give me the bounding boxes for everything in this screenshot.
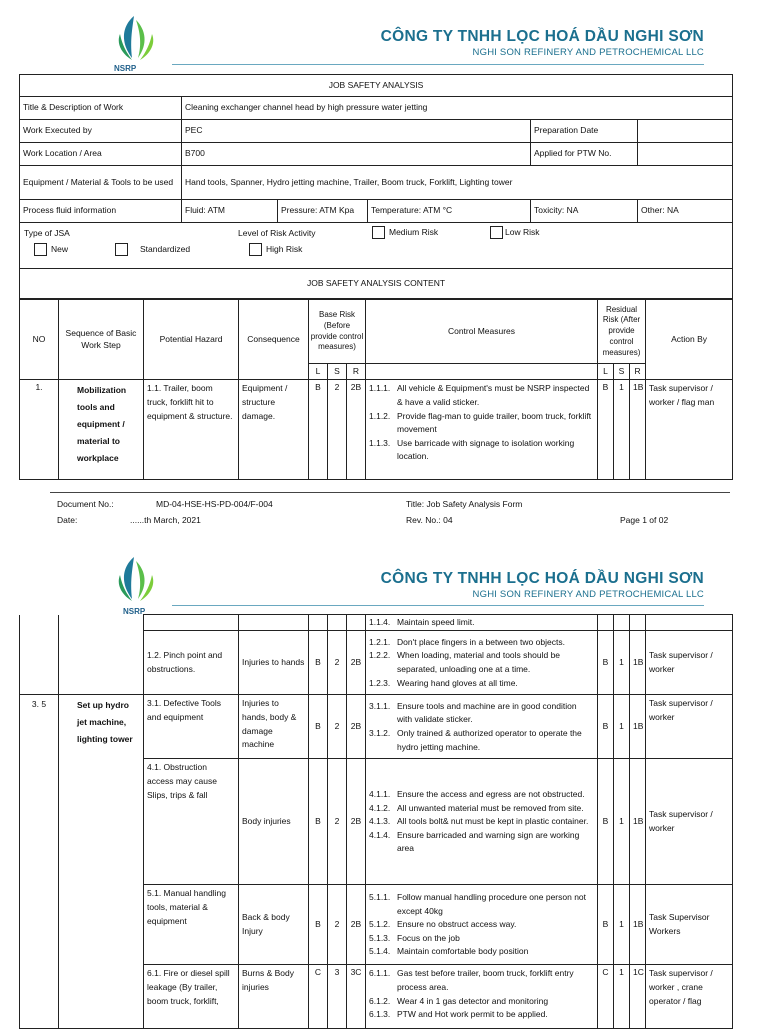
- type-standardized-checkbox[interactable]: [115, 243, 128, 256]
- footer-rule: [50, 492, 730, 493]
- type-standardized-label: Standardized: [140, 243, 191, 254]
- risk-medium-label: Medium Risk: [389, 226, 439, 237]
- measure-item: [369, 829, 594, 856]
- row-res-r: 1C: [630, 965, 646, 1029]
- col-control: Control Measures: [366, 300, 598, 364]
- col-res-r: R: [630, 364, 646, 380]
- company-name-vn: CÔNG TY TNHH LỌC HOÁ DẦU NGHI SƠN: [380, 28, 704, 45]
- measure-text: Wearing hand gloves at all time.: [397, 677, 518, 688]
- measure-num: 4.1.2.: [369, 802, 391, 813]
- location-label: Work Location / Area: [20, 143, 182, 166]
- jsa-type-row: [20, 223, 733, 269]
- row-res-l: C: [598, 965, 614, 1029]
- measure-item: [369, 636, 594, 650]
- row-consequence: Injuries to hands: [239, 631, 309, 695]
- type-new-checkbox[interactable]: [34, 243, 47, 256]
- row-no: 3. 5: [20, 695, 59, 1029]
- page-number: Page 1 of 02: [620, 515, 669, 525]
- col-base-risk: Base Risk (Before provide control measures): [309, 300, 366, 364]
- col-base-s: S: [328, 364, 347, 380]
- type-new-option[interactable]: [34, 243, 68, 256]
- date-value: ......th March, 2021: [130, 515, 201, 525]
- equipment-value: Hand tools, Spanner, Hydro jetting machine, Trailer, Boom truck, Forklift, Lighting tower: [182, 166, 733, 200]
- row-hazard: 4.1. Obstruction access may cause Slips, trips & fall: [144, 759, 239, 885]
- row-measures: [366, 759, 598, 885]
- row-base-s: 2: [328, 695, 347, 759]
- measure-text: Use barricade with signage to isolation working location.: [397, 437, 575, 462]
- row-base-r: 3C: [347, 965, 366, 1029]
- measure-num: 6.1.2.: [369, 995, 391, 1006]
- measure-item: [369, 918, 594, 932]
- row-base-r: 2B: [347, 885, 366, 965]
- measure-item: [369, 1008, 594, 1022]
- company-name-en: NGHI SON REFINERY AND PETROCHEMICAL LLC: [472, 47, 704, 58]
- row-base-l: B: [309, 759, 328, 885]
- measure-item: [369, 677, 594, 691]
- row-consequence: Body injuries: [239, 759, 309, 885]
- table-row: [20, 615, 733, 631]
- table-row: [20, 695, 733, 759]
- row-action: Task supervisor / worker: [646, 759, 733, 885]
- row-res-s: 1: [614, 759, 630, 885]
- row-base-r: 2B: [347, 631, 366, 695]
- row-hazard: 1.1. Trailer, boom truck, forklift hit to equipment & structure.: [144, 380, 239, 480]
- row-measures: [366, 631, 598, 695]
- row-measures: [366, 615, 598, 631]
- logo-text-page2: NSRP: [123, 607, 146, 616]
- row-res-s: 1: [614, 380, 630, 480]
- measure-num: 1.1.2.: [369, 410, 391, 421]
- measure-num: 4.1.3.: [369, 816, 391, 827]
- fluid-label: Process fluid information: [20, 200, 182, 223]
- col-hazard: Potential Hazard: [144, 300, 239, 380]
- company-logo-page2: [112, 553, 162, 615]
- measure-num: 1.1.4.: [369, 617, 391, 627]
- type-new-label: New: [51, 243, 69, 254]
- measure-text: Maintain comfortable body position: [397, 946, 529, 957]
- measure-text: Ensure the access and egress are not obstructed.: [397, 788, 585, 799]
- col-consequence: Consequence: [239, 300, 309, 380]
- fluid-value: Fluid: ATM: [182, 200, 278, 223]
- header-rule: [172, 64, 704, 65]
- col-control-sub: [366, 364, 598, 380]
- row-res-r: 1B: [630, 695, 646, 759]
- row-base-l: B: [309, 695, 328, 759]
- row-action: Task supervisor / worker / flag man: [646, 380, 733, 480]
- jsa-content-table-page2: [19, 614, 733, 1029]
- row-res-s: 1: [614, 695, 630, 759]
- prep-date-value: [638, 120, 733, 143]
- measure-text: Provide flag-man to guide trailer, boom truck, forklift movement: [397, 410, 592, 435]
- row-action: Task supervisor / worker: [646, 695, 733, 759]
- rev-no: Rev. No.: 04: [406, 515, 453, 525]
- row-action: Task Supervisor Workers: [646, 885, 733, 965]
- row-no: 1.: [20, 380, 59, 480]
- risk-low-option[interactable]: [490, 226, 539, 239]
- col-res-s: S: [614, 364, 630, 380]
- row-res-r: 1B: [630, 631, 646, 695]
- row-base-s: 2: [328, 380, 347, 480]
- measure-item: [369, 410, 594, 437]
- row-action: [646, 615, 733, 631]
- row-res-s: 1: [614, 631, 630, 695]
- measure-text: Ensure barricaded and warning sign are working area: [397, 829, 580, 854]
- row-base-r: 2B: [347, 380, 366, 480]
- row-res-s: 1: [614, 965, 630, 1029]
- measure-text: All unwanted material must be removed from site.: [397, 802, 584, 813]
- row-measures: [366, 695, 598, 759]
- measure-item: [369, 967, 594, 994]
- row-measures: [366, 885, 598, 965]
- row-res-l: B: [598, 631, 614, 695]
- measure-text: Wear 4 in 1 gas detector and monitoring: [397, 995, 549, 1006]
- risk-low-label: Low Risk: [505, 226, 540, 237]
- measure-item: [369, 700, 594, 727]
- measure-num: 1.1.1.: [369, 383, 391, 394]
- measure-text: Focus on the job: [397, 932, 460, 943]
- measure-item: [369, 995, 594, 1009]
- date-label: Date:: [57, 515, 78, 525]
- doc-no-value: MD-04-HSE-HS-PD-004/F-004: [156, 499, 273, 509]
- measure-text: When loading, material and tools should be separated, unloading one at a time.: [397, 650, 561, 674]
- measure-text: PTW and Hot work permit to be applied.: [397, 1009, 548, 1020]
- row-measures: [366, 965, 598, 1029]
- row-res-l: B: [598, 759, 614, 885]
- location-value: B700: [182, 143, 531, 166]
- row-hazard: 5.1. Manual handling tools, material & equipment: [144, 885, 239, 965]
- row-res-s: [614, 615, 630, 631]
- risk-high-option[interactable]: [249, 243, 302, 256]
- risk-medium-checkbox[interactable]: [372, 226, 385, 239]
- measure-num: 5.1.2.: [369, 919, 391, 930]
- measure-text: Gas test before trailer, boom truck, forklift entry process area.: [397, 968, 574, 993]
- row-consequence: [239, 615, 309, 631]
- measure-text: All vehicle & Equipment's must be NSRP inspected & have a valid sticker.: [397, 383, 590, 408]
- title-desc-label: Title & Description of Work: [20, 97, 182, 120]
- company-name-en: NGHI SON REFINERY AND PETROCHEMICAL LLC: [472, 589, 704, 600]
- measure-num: 6.1.3.: [369, 1009, 391, 1020]
- row-res-l: B: [598, 695, 614, 759]
- row-res-l: [598, 615, 614, 631]
- row-base-l: B: [309, 631, 328, 695]
- measure-item: [369, 727, 594, 754]
- measure-item: [369, 802, 594, 816]
- title-desc-value: Cleaning exchanger channel head by high pressure water jetting: [182, 97, 733, 120]
- row-base-l: C: [309, 965, 328, 1029]
- executed-by-label: Work Executed by: [20, 120, 182, 143]
- measure-item: [369, 815, 594, 829]
- temperature-value: Temperature: ATM °C: [368, 200, 531, 223]
- row-step: [59, 615, 144, 695]
- risk-label: Level of Risk Activity: [238, 228, 316, 238]
- risk-low-checkbox[interactable]: [490, 226, 503, 239]
- measure-num: 4.1.4.: [369, 829, 391, 840]
- row-res-r: 1B: [630, 380, 646, 480]
- row-base-r: [347, 615, 366, 631]
- row-res-l: B: [598, 380, 614, 480]
- row-hazard: 6.1. Fire or diesel spill leakage (By trailer, boom truck, forklift,: [144, 965, 239, 1029]
- measure-num: 1.2.2.: [369, 650, 391, 661]
- jsa-content-table-page1: [19, 299, 733, 480]
- measure-num: 1.1.3.: [369, 437, 391, 448]
- measure-num: 3.1.2.: [369, 727, 391, 738]
- row-base-r: 2B: [347, 759, 366, 885]
- executed-by-value: PEC: [182, 120, 531, 143]
- measure-item: [369, 649, 594, 676]
- col-base-l: L: [309, 364, 328, 380]
- row-hazard: 3.1. Defective Tools and equipment: [144, 695, 239, 759]
- measure-text: All tools bolt& nut must be kept in plastic container.: [397, 816, 589, 827]
- row-res-r: 1B: [630, 759, 646, 885]
- row-action: Task supervisor / worker , crane operator / flag: [646, 965, 733, 1029]
- row-res-s: 1: [614, 885, 630, 965]
- pressure-value: Pressure: ATM Kpa: [278, 200, 368, 223]
- measure-num: 1.2.3.: [369, 677, 391, 688]
- row-base-l: B: [309, 885, 328, 965]
- row-base-r: 2B: [347, 695, 366, 759]
- row-consequence: Injuries to hands, body & damage machine: [239, 695, 309, 759]
- row-base-s: 2: [328, 885, 347, 965]
- equipment-label: Equipment / Material & Tools to be used: [20, 166, 182, 200]
- content-title: JOB SAFETY ANALYSIS CONTENT: [20, 269, 733, 299]
- row-base-l: B: [309, 380, 328, 480]
- type-standardized-option[interactable]: [115, 243, 190, 256]
- row-hazard: [144, 615, 239, 631]
- measure-item: [369, 891, 594, 918]
- row-base-s: 2: [328, 759, 347, 885]
- col-base-r: R: [347, 364, 366, 380]
- prep-date-label: Preparation Date: [531, 120, 638, 143]
- measure-text: Follow manual handling procedure one person not except 40kg: [397, 891, 587, 916]
- row-base-s: 3: [328, 965, 347, 1029]
- table-row: [20, 380, 733, 480]
- measure-item: [369, 382, 594, 409]
- measure-text: Don't place fingers in a between two objects.: [397, 636, 565, 647]
- measure-num: 4.1.1.: [369, 788, 391, 799]
- row-base-s: 2: [328, 631, 347, 695]
- row-consequence: Equipment / structure damage.: [239, 380, 309, 480]
- measure-num: 5.1.3.: [369, 932, 391, 943]
- type-label: Type of JSA: [24, 228, 70, 238]
- col-sequence: Sequence of Basic Work Step: [59, 300, 144, 380]
- row-res-r: 1B: [630, 885, 646, 965]
- row-res-l: B: [598, 885, 614, 965]
- company-name: [300, 28, 704, 58]
- row-consequence: Back & body Injury: [239, 885, 309, 965]
- row-hazard: 1.2. Pinch point and obstructions.: [144, 631, 239, 695]
- row-consequence: Burns & Body injuries: [239, 965, 309, 1029]
- measure-num: 3.1.1.: [369, 700, 391, 711]
- measure-item: [369, 617, 594, 628]
- risk-high-checkbox[interactable]: [249, 243, 262, 256]
- measure-num: 6.1.1.: [369, 968, 391, 979]
- toxicity-value: Toxicity: NA: [531, 200, 638, 223]
- measure-item: [369, 945, 594, 959]
- logo-text: NSRP: [114, 64, 137, 73]
- doc-title: Title: Job Safety Analysis Form: [406, 499, 523, 509]
- row-step: Set up hydro jet machine, lighting tower: [59, 695, 144, 1029]
- form-title: JOB SAFETY ANALYSIS: [20, 75, 733, 97]
- other-value: Other: NA: [638, 200, 733, 223]
- measure-text: Ensure tools and machine are in good condition with validate sticker.: [397, 700, 577, 725]
- measure-num: 5.1.1.: [369, 891, 391, 902]
- row-no: [20, 615, 59, 695]
- row-res-r: [630, 615, 646, 631]
- measure-text: Maintain speed limit.: [397, 617, 475, 627]
- col-residual: Residual Risk (After provide control measures): [598, 300, 646, 364]
- ptw-label: Applied for PTW No.: [531, 143, 638, 166]
- risk-high-label: High Risk: [266, 243, 303, 254]
- col-res-l: L: [598, 364, 614, 380]
- company-name-page2: [300, 570, 704, 600]
- row-base-l: [309, 615, 328, 631]
- ptw-value: [638, 143, 733, 166]
- header-rule-page2: [172, 605, 704, 606]
- risk-medium-option[interactable]: [372, 226, 438, 239]
- measure-num: 1.2.1.: [369, 636, 391, 647]
- row-base-s: [328, 615, 347, 631]
- row-measures: [366, 380, 598, 480]
- measure-item: [369, 932, 594, 946]
- measure-text: Only trained & authorized operator to operate the hydro jetting machine.: [397, 727, 582, 752]
- doc-no-label: Document No.:: [57, 499, 114, 509]
- measure-item: [369, 437, 594, 464]
- row-action: Task supervisor / worker: [646, 631, 733, 695]
- measure-text: Ensure no obstruct access way.: [397, 919, 517, 930]
- jsa-header-table: [19, 74, 733, 299]
- measure-num: 5.1.4.: [369, 946, 391, 957]
- col-action: Action By: [646, 300, 733, 380]
- col-no: NO: [20, 300, 59, 380]
- company-name-vn: CÔNG TY TNHH LỌC HOÁ DẦU NGHI SƠN: [380, 570, 704, 587]
- measure-item: [369, 788, 594, 802]
- row-step: Mobilization tools and equipment / material to workplace: [59, 380, 144, 480]
